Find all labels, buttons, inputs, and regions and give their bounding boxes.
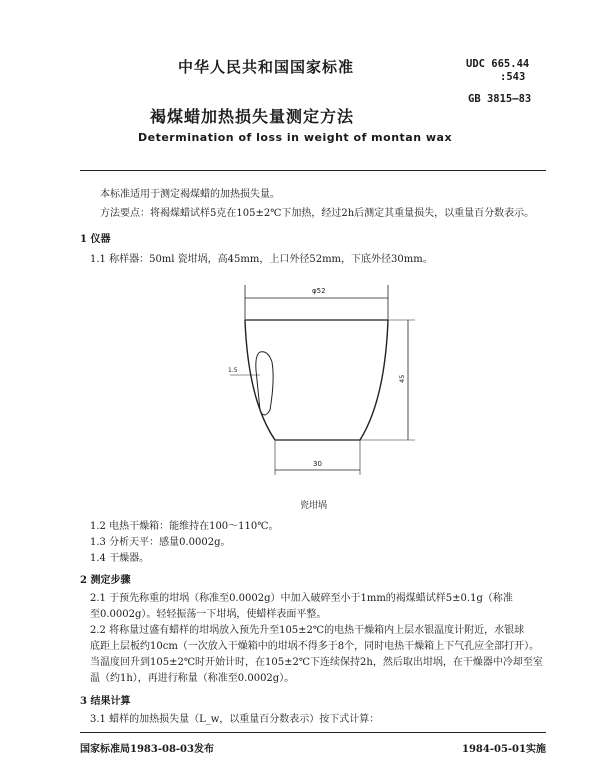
item-1-4: 1.4 干燥器。 — [90, 553, 150, 564]
issue-date: 国家标准局1983-08-03发布 — [80, 744, 214, 755]
section-2-heading: 2 测定步骤 — [80, 575, 131, 586]
dim-bottom-label: 30 — [313, 460, 322, 468]
header-divider — [80, 170, 546, 171]
gb-number: GB 3815—83 — [468, 93, 532, 105]
crucible-right-wall — [360, 320, 388, 440]
item-1-3: 1.3 分析天平：感量0.0002g。 — [90, 537, 231, 548]
dim-height-label: 45 — [398, 374, 406, 383]
item-1-1: 1.1 称样器：50ml 瓷坩埚，高45mm，上口外径52mm，下底外径30mm。 — [90, 254, 433, 265]
country-standard-label: 中华人民共和国国家标准 — [178, 58, 355, 76]
para-2-2-line-1: 2.2 将称量过盛有蜡样的坩埚放入预先升至105±2℃的电热干燥箱内上层水银温度计附近，水银球 — [90, 625, 525, 636]
para-2-1-line-1: 2.1 于预先称重的坩埚（称准至0.0002g）中加入破碎至小于1mm的褐煤蜡试样5±0.1g（称准 — [90, 593, 513, 604]
footer-divider — [80, 732, 546, 733]
section-3-heading: 3 结果计算 — [80, 696, 131, 707]
dim-wall-label: 1.5 — [228, 367, 238, 374]
intro-method-summary: 方法要点：将褐煤蜡试样5克在105±2℃下加热，经过2h后测定其重量损失，以重量百分数表示。 — [100, 208, 535, 219]
dim-top-label: φ52 — [312, 287, 326, 295]
page-title-english: Determination of loss in weight of montan wax — [138, 131, 453, 144]
udc-code-suffix: :543 — [500, 71, 526, 83]
figure-caption: 瓷坩埚 — [300, 501, 328, 511]
section-1-heading: 1 仪器 — [80, 234, 111, 245]
para-2-2-line-4: 温（约1h），再进行称量（称准至0.0002g）。 — [90, 673, 295, 684]
udc-code: UDC 665.44 — [466, 58, 530, 70]
effective-date: 1984-05-01实施 — [462, 744, 546, 755]
para-2-2-line-3: 当温度回升到105±2℃时开始计时，在105±2℃下连续保持2h，然后取出坩埚，在干燥器中冷却至室 — [90, 657, 543, 668]
crucible-diagram — [220, 270, 420, 480]
para-2-2-line-2: 底距上层板约10cm（一次放入干燥箱中的坩埚不得多于8个，同时电热干燥箱上下气孔应全部打开）。 — [90, 641, 540, 652]
intro-scope: 本标准适用于测定褐煤蜡的加热损失量。 — [100, 189, 280, 200]
para-2-1-line-2: 至0.0002g）。轻轻振荡一下坩埚，使蜡样表面平整。 — [90, 609, 327, 620]
page-title: 褐煤蜡加热损失量测定方法 — [150, 107, 355, 126]
item-1-2: 1.2 电热干燥箱：能维持在100～110℃。 — [90, 521, 279, 532]
para-3-1: 3.1 蜡样的加热损失量（L_w，以重量百分数表示）按下式计算： — [90, 714, 380, 725]
crucible-left-wall — [245, 320, 275, 440]
